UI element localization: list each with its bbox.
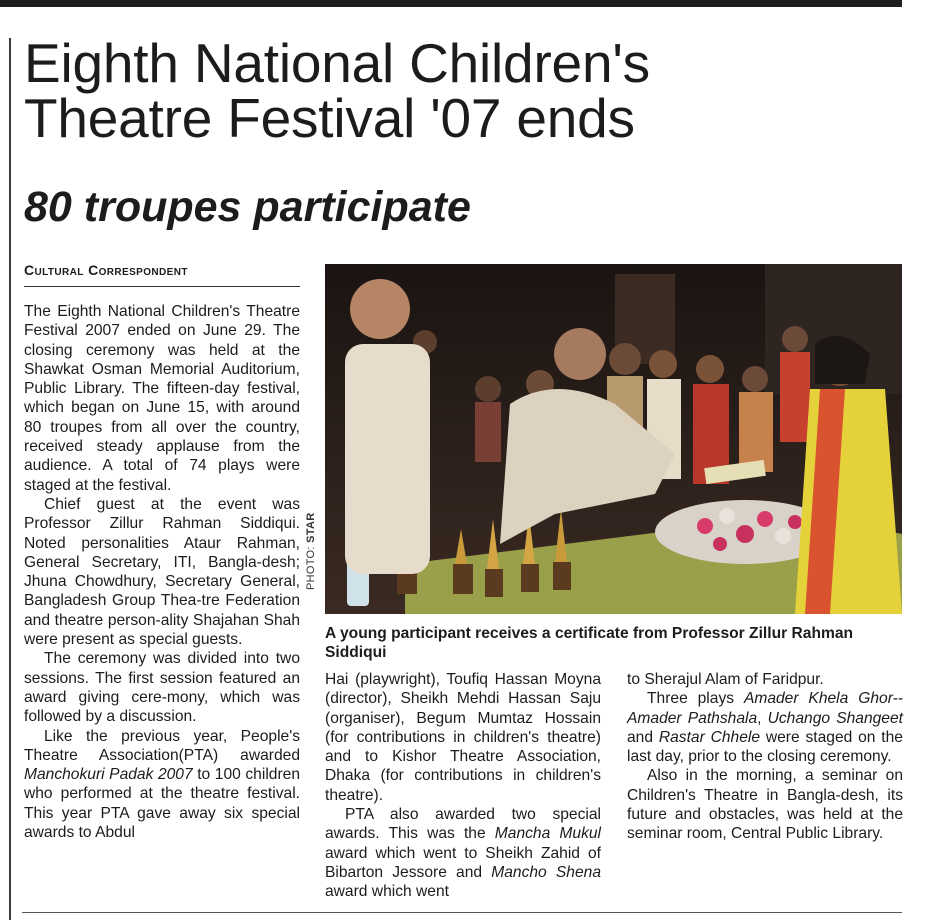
text-run: award which went to Sheikh Zahid of Bibarton Jessore and (325, 844, 601, 881)
bottom-rule (22, 912, 902, 913)
photo-credit-source: STAR (305, 512, 317, 543)
paragraph: The ceremony was divided into two sessions. The first session featured an award giving cere-mony, which was followed by a discussion. (24, 650, 300, 726)
award-name: Manchokuri Padak 2007 (24, 766, 193, 784)
article-column-1 (24, 302, 300, 842)
award-name: Mancha Mukul (494, 825, 601, 843)
byline: Cultural Correspondent (24, 262, 188, 278)
photo-illustration (325, 264, 902, 614)
photo-credit (305, 513, 317, 590)
play-title: Amader Khela Ghor--Amader Pathshala (627, 690, 903, 727)
headline-line-2: Theatre Festival '07 ends (24, 87, 635, 149)
paragraph: The Eighth National Children's Theatre Festival 2007 ended on June 29. The closing ceremony was held at the Shawkat Osman Memorial Auditorium, Public Library. The fifteen-day festival, which began on June 15, with around 80 troupes from all over the country, received steady applause from the audience. A total of 74 plays were staged at the festival. (24, 303, 300, 494)
photo-credit-label: PHOTO: (305, 542, 317, 590)
text-run: and (627, 728, 659, 746)
award-name: Mancho Shena (491, 863, 601, 881)
headline (24, 32, 894, 149)
paragraph (627, 689, 903, 766)
text-run: , (757, 709, 768, 727)
text-run: PTA also awarded two special awards. This was the (325, 806, 601, 843)
paragraph: to Sherajul Alam of Faridpur. (627, 671, 824, 688)
headline-line-1: Eighth National Children's (24, 32, 650, 94)
photo-caption: A young participant receives a certificate from Professor Zillur Rahman Siddiqui (325, 625, 854, 661)
article-column-2 (325, 670, 601, 902)
text-run: Like the previous year, People's Theatre Association(PTA) awarded (24, 727, 300, 764)
play-title: Uchango Shangeet (767, 709, 903, 727)
text-run: were staged on the last day, prior to the closing ceremony. (627, 728, 903, 766)
top-rule (0, 0, 902, 7)
text-run: Three plays (647, 690, 744, 708)
article-column-3 (627, 670, 903, 844)
paragraph: Hai (playwright), Toufiq Hassan Moyna (director), Sheikh Mehdi Hassan Saju (organiser), Begum Mumtaz Hossain (for contributions in children's theatre) and to Kishor Theatre Association, Dhaka (for contributions in children's theatre). (325, 671, 601, 804)
paragraph: Chief guest at the event was Professor Zillur Rahman Siddiqui. Noted personalities Ataur Rahman, General Secretary, ITI, Bangla-desh; Jhuna Chowdhury, Secretary General, Bangladesh Group Thea-tre Federation and theatre person-ality Shajahan Shah were present as special guests. (24, 495, 300, 649)
award-ceremony-photo (325, 264, 902, 614)
text-run: award which went (325, 883, 449, 901)
byline-rule (24, 286, 300, 287)
paragraph (24, 727, 300, 843)
play-title: Rastar Chhele (658, 728, 761, 746)
text-run: to 100 children who performed at the theatre festival. This year PTA gave away six special awards to Abdul (24, 766, 300, 842)
paragraph (325, 805, 601, 901)
left-column-rule (9, 38, 11, 920)
paragraph: Also in the morning, a seminar on Children's Theatre in Bangla-desh, its future and obstacles, was held at the seminar room, Central Public Library. (627, 767, 903, 843)
subheadline: 80 troupes participate (24, 183, 471, 231)
